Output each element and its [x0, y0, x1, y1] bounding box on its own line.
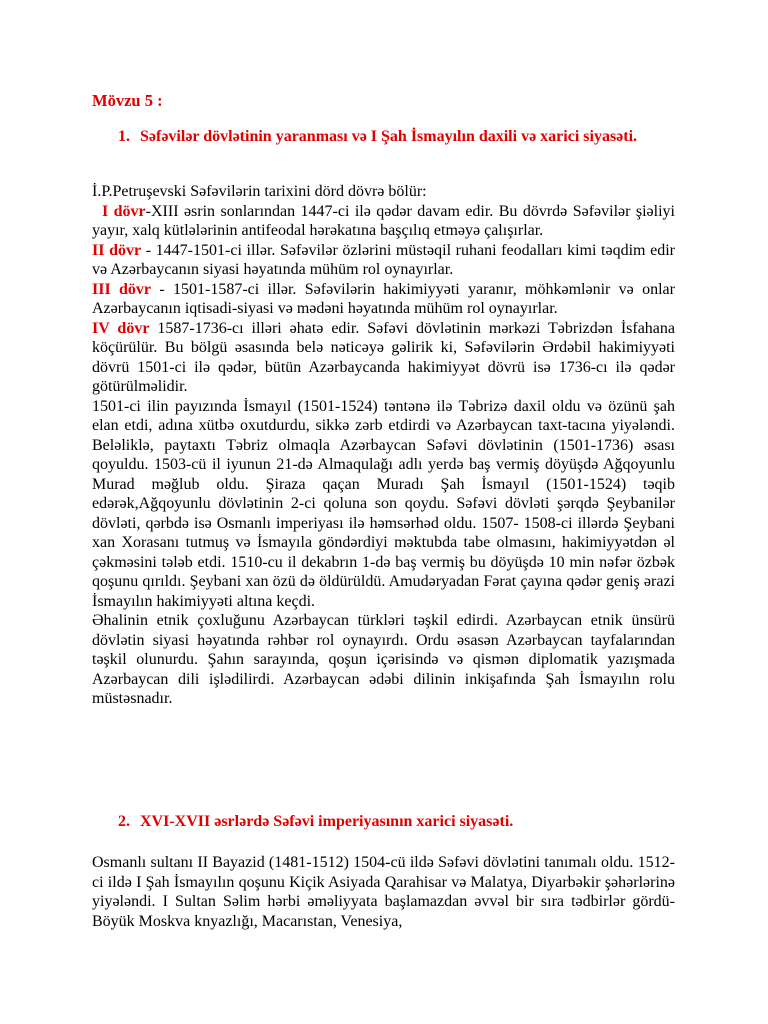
period-item: [92, 280, 675, 319]
period-text: -XIII əsrin sonlarından 1447-ci ilə qədər davam edir. Bu dövrdə Səfəvilər şiəliyi yayır, xalq kütlələrinin antifeodal hərəkatına başçılıq etməyə çalışırlar.: [92, 202, 675, 239]
topic-title: Mövzu 5 :: [92, 91, 163, 110]
paragraph: Osmanlı sultanı II Bayazid (1481-1512) 1504-cü ildə Səfəvi dövlətini tanımalı oldu. 1512-ci ildə I Şah İsmayılın qoşunu Kiçik Asiyada Qarahisar və Malatya, Diyarbəkir şəhərlərinə yiyələndi. I Sultan Səlim hərbi əməliyyata başlamazdan əvvəl bir sıra tədbirlər gördü-Böyük Moskva knyazlığı, Macarıstan, Venesiya,: [92, 854, 675, 930]
paragraph: Əhalinin etnik çoxluğunu Azərbaycan türkləri təşkil edirdi. Azərbaycan etnik ünsürü dövlətin siyasi həyatında rəhbər rol oynayırdı. Ordu əsasən Azərbaycan tayfalarından təşkil olunurdu. Şahın sarayında, qoşun içərisində və qismən diplomatik yazışmada Azərbaycan dili işlədilirdi. Azərbaycan ədəbi dilinin inkişafında Şah İsmayılın rolu müstəsnadır.: [92, 612, 675, 707]
period-label: IV dövr: [92, 319, 150, 337]
period-label: II dövr: [92, 241, 142, 259]
paragraph: 1501-ci ilin payızında İsmayıl (1501-1524) təntənə ilə Təbrizə daxil oldu və özünü şah elan etdi, adına xütbə oxutdurdu, sikkə zərb etdirdi və Azərbaycan taxt-tacına yiyələndi. Beləliklə, paytaxtı Təbriz olmaqla Azərbaycan Səfəvi dövlətinin (1501-1736) əsası qoyuldu. 1503-cü il iyunun 21-də Almaqulağı adlı yerdə baş vermiş döyüşdə Ağqoyunlu Murad məğlub oldu. Şiraza qaçan Muradı Şah İsmayıl (1501-1524) təqib edərək,Ağqoyunlu dövlətinin 2-ci qoluna son qoydu. Səfəvi dövləti şərqdə Şeybanilər dövləti, qərbdə isə Osmanlı imperiyası ilə həmsərhəd oldu. 1507- 1508-ci illərdə Şeybani xan Xorasanı tutmuş və İsmayıla göndərdiyi məktubda tabe olmasını, hakimiyyətdən əl çəkməsini tələb etdi. 1510-cu il dekabrın 1-də baş vermiş bu döyüşdə 10 min nəfər özbək qoşunu qırıldı. Şeybani xan özü də öldürüldü. Amudəryadan Fərat çayına qədər geniş ərazi İsmayılın hakimiyyəti altına keçdi.: [92, 397, 675, 610]
period-text: - 1447-1501-ci illər. Səfəvilər özlərini müstəqil ruhani feodalları kimi təqdim edir və Azərbaycanın siyasi həyatında mühüm rol oynayırlar.: [92, 241, 676, 278]
period-item: [92, 202, 675, 241]
period-label: I dövr: [102, 202, 146, 220]
heading-text: XVI-XVII əsrlərdə Səfəvi imperiyasının xarici siyasəti.: [140, 813, 514, 830]
period-text: 1587-1736-cı illəri əhatə edir. Səfəvi dövlətinin mərkəzi Təbrizdən İsfahana köçürülür. Bu bölgü əsasında belə nəticəyə gəlirik ki, Səfəvilərin Ərdəbil hakimiyyəti dövrü 1501-ci ilə qədər, bütün Azərbaycanda hakimiyyət dövrü isə 1736-cı ilə qədər götürülməlidir.: [92, 319, 676, 395]
period-item: [92, 241, 675, 280]
intro-line: İ.P.Petruşevski Səfəvilərin tarixini dörd dövrə bölür:: [92, 183, 427, 200]
section-2-body: [92, 853, 675, 931]
period-item: [92, 319, 675, 397]
period-label: III dövr: [92, 280, 152, 298]
section-1-body: [92, 182, 675, 709]
heading-number: 1.: [118, 128, 130, 145]
heading-text: Səfəvilər dövlətinin yaranması və I Şah İsmayılın daxili və xarici siyasəti.: [140, 128, 638, 145]
period-text: - 1501-1587-ci illər. Səfəvilərin hakimiyyəti yaranır, möhkəmlənir və onlar Azərbaycanın iqtisadi-siyasi və mədəni həyatında mühüm rol oynayırlar.: [92, 280, 675, 317]
heading-number: 2.: [118, 813, 130, 830]
